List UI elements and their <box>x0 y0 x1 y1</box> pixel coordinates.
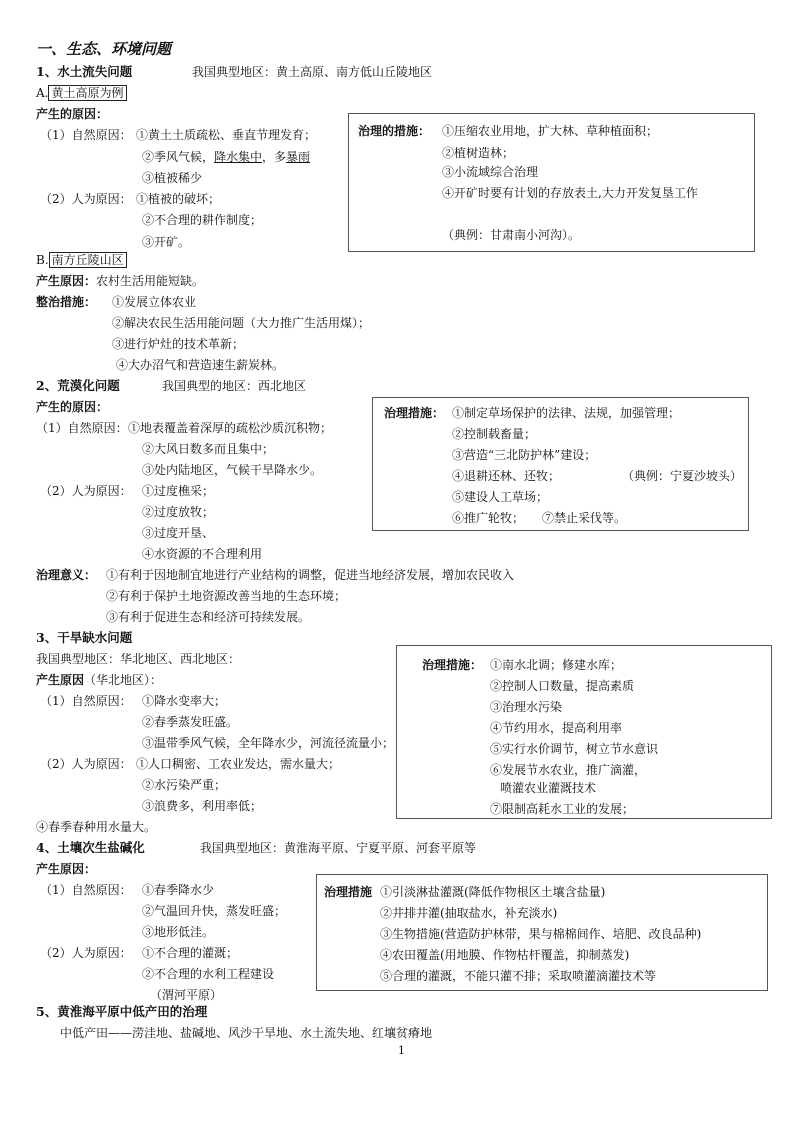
measure-1-2: ②植树造林； <box>442 146 515 160</box>
b-fix-2: ②解决农民生活用能问题（大力推广生活用煤）； <box>112 316 371 330</box>
section-title: 一、生态、环境问题 <box>36 40 172 58</box>
measure-2-5: ⑤建设人工草场； <box>452 490 549 504</box>
topic-2-natural-1: ①地表覆盖着深厚的疏松沙质沉积物； <box>128 421 333 435</box>
natural-cause-2-c: ，多 <box>262 150 287 164</box>
measure-3-5: ⑤实行水价调节，树立节水意识 <box>490 742 659 756</box>
topic-3-natural-3: ③温带季风气候，全年降水少，河流径流量小； <box>142 736 395 750</box>
natural-cause-2-b: 降水集中 <box>214 150 263 164</box>
topic-4-natural-label: （1）自然原因： <box>40 883 132 897</box>
natural-cause-3: ③植被稀少 <box>142 171 203 185</box>
page-number: 1 <box>398 1044 405 1057</box>
topic-1-region: 我国典型地区：黄土高原、南方低山丘陵地区 <box>192 65 433 79</box>
measure-3-1: ①南水北调；修建水库； <box>490 658 623 672</box>
measure-1-3: ③小流域综合治理 <box>442 165 539 179</box>
measure-4-4: ④农田覆盖(用地膜、作物枯杆覆盖，抑制蒸发) <box>380 948 630 962</box>
cause-heading: 产生的原因： <box>36 107 109 121</box>
measure-3-6b: 喷灌农业灌溉技术 <box>500 781 597 795</box>
measures-heading-4: 治理措施 <box>324 885 373 899</box>
topic-4-human-2: ②不合理的水利工程建设 <box>142 967 275 981</box>
measure-2-example: （典例：宁夏沙坡头） <box>622 469 743 483</box>
human-cause-2: ②不合理的耕作制度； <box>142 213 263 227</box>
topic-4-human-2b: （渭河平原） <box>150 988 223 1002</box>
topic-3-natural-1: ①降水变率大； <box>142 694 227 708</box>
measure-1-example: （典例：甘肃南小河沟）。 <box>442 228 581 242</box>
topic-2-heading: 2、荒漠化问题 <box>36 378 120 393</box>
natural-cause-2-d: 暴雨 <box>286 150 311 164</box>
topic-4-natural-2: ②气温回升快，蒸发旺盛； <box>142 904 287 918</box>
b-cause-heading: 产生原因： <box>36 274 97 288</box>
topic-3-natural-label: （1）自然原因： <box>40 694 132 708</box>
subtopic-b-prefix: B. <box>36 253 49 267</box>
human-cause-label: （2）人为原因： <box>40 192 132 206</box>
b-fix-4: ④大办沼气和营造速生薪炭林。 <box>116 358 285 372</box>
topic-2-natural-3: ③处内陆地区，气候干旱降水少。 <box>142 463 323 477</box>
topic-1-heading: 1、水土流失问题 <box>36 64 133 79</box>
topic-3-cause <box>36 672 162 688</box>
measure-4-2: ②井排井灌(抽取盐水，补充淡水) <box>380 906 558 920</box>
measure-2-3: ③营造“三北防护林”建设； <box>452 448 597 462</box>
topic-2-natural-label: （1）自然原因： <box>36 421 128 435</box>
topic-4-human-label: （2）人为原因： <box>40 946 132 960</box>
significance-3: ③有利于促进生态和经济可持续发展。 <box>106 610 311 624</box>
measure-2-7: ⑦禁止采伐等。 <box>542 511 627 525</box>
measure-2-2: ②控制载畜量； <box>452 427 537 441</box>
topic-4-natural-1: ①春季降水少 <box>142 883 215 897</box>
topic-4-region: 我国典型地区：黄淮海平原、宁夏平原、河套平原等 <box>200 841 477 855</box>
topic-3-human-2: ②水污染严重； <box>142 778 227 792</box>
topic-2-cause-heading: 产生的原因： <box>36 400 109 414</box>
measures-heading-2: 治理措施： <box>384 406 445 420</box>
measure-3-4: ④节约用水，提高利用率 <box>490 721 623 735</box>
measures-heading-3: 治理措施： <box>422 658 483 672</box>
subtopic-a-prefix: A. <box>36 86 49 100</box>
measure-3-7: ⑦限制高耗水工业的发展； <box>490 802 635 816</box>
topic-3-human-1: ①人口稠密、工农业发达，需水量大； <box>136 757 341 771</box>
measure-4-5: ⑤合理的灌溉，不能只灌不排；采取喷灌滴灌技术等 <box>380 969 657 983</box>
topic-2-human-2: ②过度放牧； <box>142 505 215 519</box>
topic-2-natural-2: ②大风日数多而且集中； <box>142 442 275 456</box>
b-cause <box>36 273 204 289</box>
topic-3-human-3: ③浪费多，利用率低； <box>142 799 263 813</box>
subtopic-b-label: 南方丘陵山区 <box>49 252 127 268</box>
b-fix-3: ③进行炉灶的技术革新； <box>112 337 245 351</box>
topic-4-cause-heading: 产生原因： <box>36 862 97 876</box>
topic-2-human-3: ③过度开垦、 <box>142 526 215 540</box>
b-cause-text: 农村生活用能短缺。 <box>96 274 205 288</box>
topic-3-region: 我国典型地区：华北地区、西北地区： <box>36 652 241 666</box>
b-fix-heading: 整治措施： <box>36 295 97 309</box>
measure-1-4: ④开矿时要有计划的存放表土,大力开发复垦工作 <box>442 186 698 200</box>
natural-cause-label: （1）自然原因： <box>40 128 132 142</box>
subtopic-a-label: 黄土高原为例 <box>48 85 126 101</box>
topic-3-cause-sub: （华北地区）： <box>84 673 163 687</box>
topic-2-human-1: ①过度樵采； <box>142 484 215 498</box>
topic-3-cause-heading: 产生原因 <box>36 673 85 687</box>
topic-3-human-4: ④春季春种用水量大。 <box>36 820 157 834</box>
topic-4-natural-3: ③地形低洼。 <box>142 925 215 939</box>
measure-3-2: ②控制人口数量，提高素质 <box>490 679 635 693</box>
natural-cause-2 <box>142 149 310 165</box>
topic-2-region: 我国典型的地区：西北地区 <box>162 379 307 393</box>
topic-3-heading: 3、干旱缺水问题 <box>36 630 133 645</box>
topic-4-heading: 4、土壤次生盐碱化 <box>36 840 145 855</box>
topic-5-heading: 5、黄淮海平原中低产田的治理 <box>36 1004 208 1019</box>
measure-2-6: ⑥推广轮牧； <box>452 511 525 525</box>
significance-heading: 治理意义： <box>36 568 97 582</box>
subtopic-a <box>36 85 127 101</box>
subtopic-b <box>36 252 127 268</box>
measure-2-1: ①制定草场保护的法律、法规，加强管理； <box>452 406 681 420</box>
significance-2: ②有利于保护土地资源改善当地的生态环境； <box>106 589 347 603</box>
measure-4-3: ③生物措施(营造防护林带，果与棉棉间作、培肥、改良品种) <box>380 927 702 941</box>
human-cause-1: ①植被的破坏； <box>136 192 221 206</box>
measure-3-6: ⑥发展节水农业，推广滴灌， <box>490 763 647 777</box>
topic-2-human-4: ④水资源的不合理利用 <box>142 547 263 561</box>
natural-cause-2-a: ②季风气候， <box>142 150 215 164</box>
measure-1-1: ①压缩农业用地，扩大林、草种植面积； <box>442 124 659 138</box>
topic-5-line: 中低产田——涝洼地、盐碱地、风沙干旱地、水土流失地、红壤贫瘠地 <box>60 1026 433 1040</box>
topic-3-human-label: （2）人为原因： <box>40 757 132 771</box>
human-cause-3: ③开矿。 <box>142 235 191 249</box>
measure-3-3: ③治理水污染 <box>490 700 563 714</box>
topic-3-natural-2: ②春季蒸发旺盛。 <box>142 715 239 729</box>
topic-2-human-label: （2）人为原因： <box>40 484 132 498</box>
measure-2-4: ④退耕还林、还牧； <box>452 469 561 483</box>
measures-heading-1: 治理的措施： <box>358 124 431 138</box>
natural-cause-1: ①黄土土质疏松、垂直节理发育； <box>136 128 317 142</box>
measure-4-1: ①引淡淋盐灌溉(降低作物根区土壤含盐量) <box>380 885 606 899</box>
significance-1: ①有利于因地制宜地进行产业结构的调整，促进当地经济发展，增加农民收入 <box>106 568 515 582</box>
topic-4-human-1: ①不合理的灌溉； <box>142 946 239 960</box>
b-fix-1: ①发展立体农业 <box>112 295 197 309</box>
